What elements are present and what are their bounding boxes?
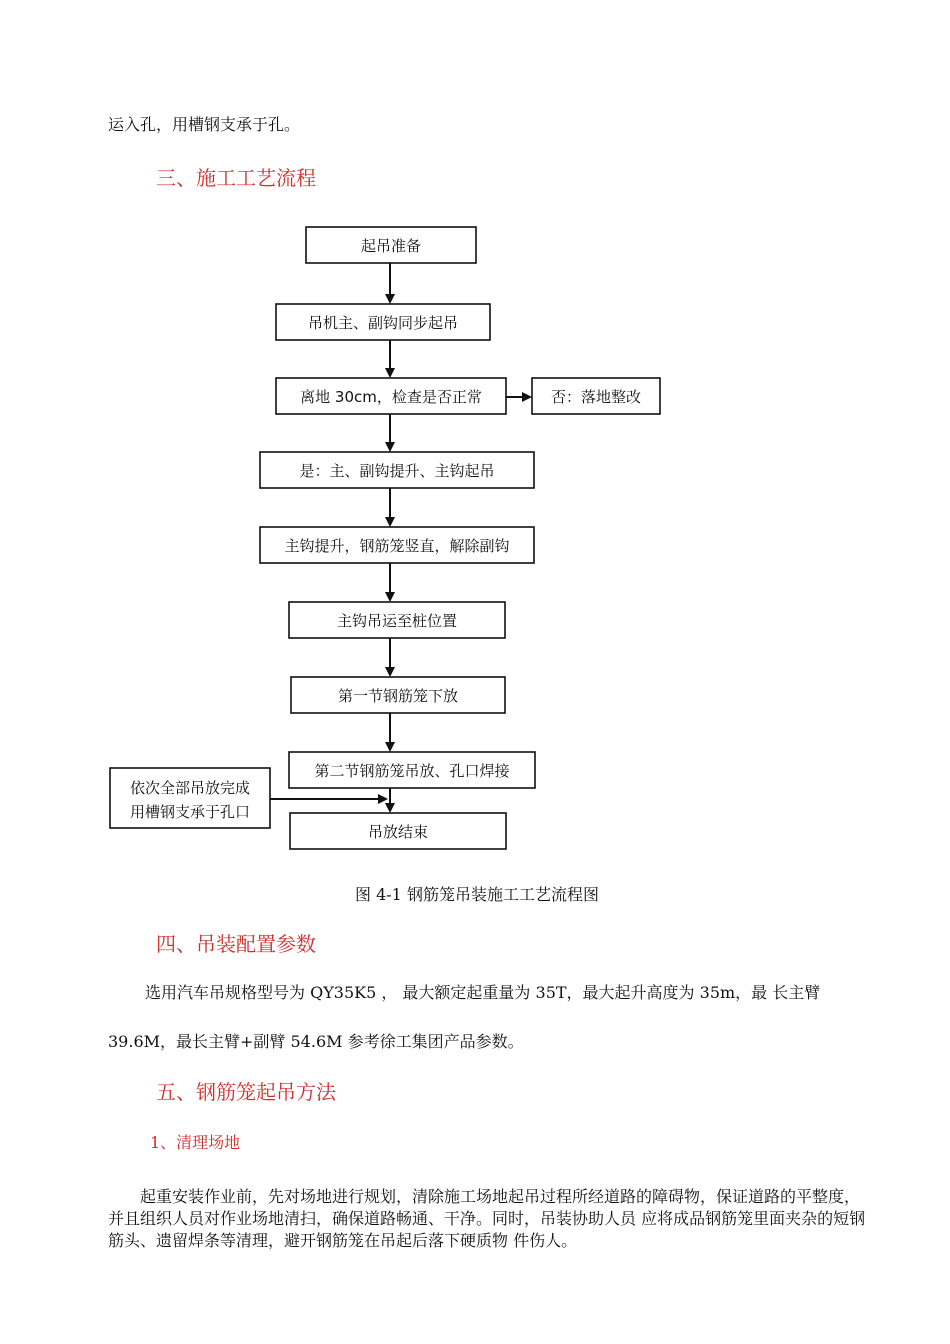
- flow-step-8: 第二节钢筋笼吊放、孔口焊接: [314, 762, 510, 780]
- section-4-line-2: 39.6M，最长主臂+副臂 54.6M 参考徐工集团产品参数。: [108, 1032, 524, 1051]
- flow-side-note-line-1: 依次全部吊放完成: [129, 779, 251, 797]
- flow-no-branch: 否：落地整改: [550, 388, 642, 406]
- flow-step-4: 是：主、副钩提升、主钩起吊: [299, 462, 495, 480]
- section-3-heading: 三、施工工艺流程: [156, 166, 316, 190]
- flow-step-2: 吊机主、副钩同步起吊: [307, 314, 459, 332]
- intro-line: 运入孔，用槽钢支承于孔。: [108, 115, 301, 134]
- flow-step-1: 起吊准备: [360, 237, 422, 255]
- section-5-heading: 五、钢筋笼起吊方法: [156, 1080, 336, 1104]
- section-4-line-1: 选用汽车吊规格型号为 QY35K5 ， 最大额定起重量为 35T，最大起升高度为 35m，最 长主臂: [145, 983, 821, 1002]
- flow-step-9: 吊放结束: [367, 823, 429, 841]
- flow-step-7: 第一节钢筋笼下放: [337, 687, 459, 705]
- figure-caption: 图 4-1 钢筋笼吊装施工工艺流程图: [355, 885, 599, 904]
- section-4-heading: 四、吊装配置参数: [156, 932, 316, 956]
- flow-step-5: 主钩提升，钢筋笼竖直，解除副钩: [284, 537, 510, 555]
- flow-side-note-line-2: 用槽钢支承于孔口: [129, 803, 251, 821]
- flow-step-3: 离地 30cm，检查是否正常: [300, 388, 482, 406]
- section-5-sub-1: 1、清理场地: [150, 1133, 241, 1152]
- flow-step-6: 主钩吊运至桩位置: [336, 612, 458, 630]
- section-5-paragraph: 起重安装作业前，先对场地进行规划，清除施工场地起吊过程所经道路的障碍物，保证道路的平整度，并且组织人员对作业场地清扫，确保道路畅通、干净。同时，吊装协助人员 应将成品钢筋笼里面夹杂的短钢筋头、遗留焊条等清理，避开钢筋笼在吊起后落下硬质物 件伤人。: [108, 1187, 866, 1250]
